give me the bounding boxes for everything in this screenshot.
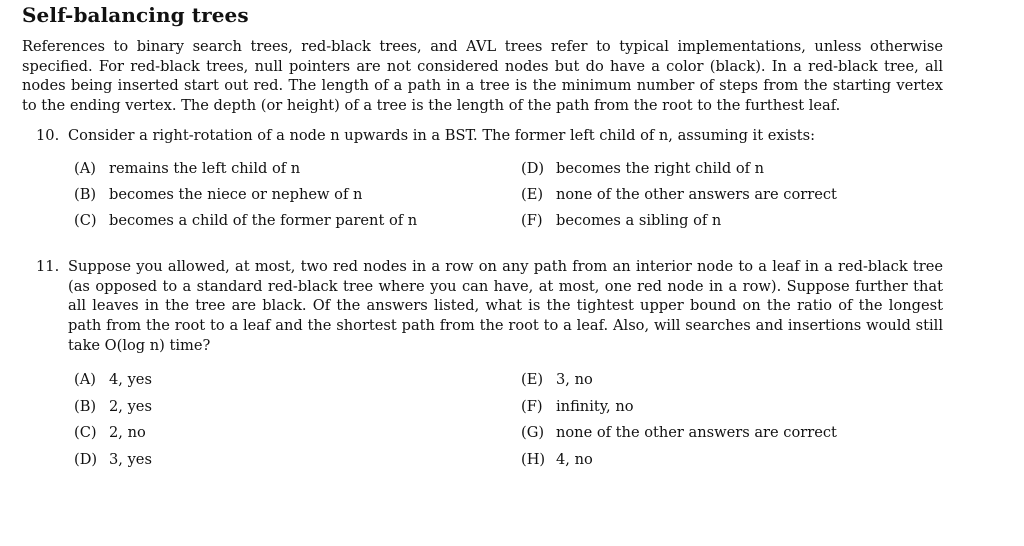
answer-text: remains the left child of n <box>109 160 301 177</box>
answer-text: 3, yes <box>109 451 152 468</box>
answer-letter: (H) <box>521 451 546 468</box>
answer-text: 2, yes <box>109 398 152 415</box>
section-title: Self-balancing trees <box>22 3 249 27</box>
answer-text: becomes a child of the former parent of n <box>109 212 418 229</box>
answer-letter: (A) <box>74 371 96 388</box>
question-number: 11. <box>36 258 60 275</box>
answer-text: becomes the right child of n <box>556 160 765 177</box>
answer-option[interactable] <box>521 185 837 205</box>
answer-option[interactable] <box>521 450 593 470</box>
question-text <box>22 257 943 356</box>
answer-letter: (E) <box>521 371 544 388</box>
answer-letter: (C) <box>74 424 97 441</box>
answer-letter: (D) <box>74 451 98 468</box>
answer-option[interactable] <box>521 159 764 179</box>
answer-option[interactable] <box>74 185 362 205</box>
answer-option[interactable] <box>74 423 146 443</box>
answer-text: becomes the niece or nephew of n <box>109 186 363 203</box>
answer-option[interactable] <box>74 370 152 390</box>
answer-text: none of the other answers are correct <box>556 186 837 203</box>
answer-text: infinity, no <box>556 398 634 415</box>
answer-text: none of the other answers are correct <box>556 424 837 441</box>
answer-letter: (G) <box>521 424 545 441</box>
section-intro: References to binary search trees, red-black trees, and AVL trees refer to typical implementations, unless otherwise specified. For red-black trees, null pointers are not considered nodes but do have a color (black). In a red-black tree, all nodes being inserted start out red. The length of a path in a tree is the minimum number of steps from the starting vertex to the ending vertex. The depth (or height) of a tree is the length of the path from the root to the furthest leaf. <box>22 38 943 115</box>
answer-option[interactable] <box>521 211 721 231</box>
answer-text: 4, no <box>556 451 593 468</box>
answer-option[interactable] <box>74 450 152 470</box>
answer-letter: (A) <box>74 160 96 177</box>
answer-letter: (D) <box>521 160 545 177</box>
answer-letter: (C) <box>74 212 97 229</box>
answer-letter: (E) <box>521 186 544 203</box>
answer-text: 3, no <box>556 371 593 388</box>
answer-text: 4, yes <box>109 371 152 388</box>
answer-option[interactable] <box>521 397 634 417</box>
question-number: 10. <box>36 127 60 144</box>
answer-option[interactable] <box>521 423 837 443</box>
answer-letter: (B) <box>74 398 97 415</box>
answer-option[interactable] <box>74 159 300 179</box>
question-body: Consider a right-rotation of a node n upwards in a BST. The former left child of n, assuming it exists: <box>68 127 816 144</box>
question-10 <box>22 126 943 146</box>
question-body: Suppose you allowed, at most, two red nodes in a row on any path from an interior node to a leaf in a red-black tree (as opposed to a standard red-black tree where you can have, at most, one red node in a row). Suppose further that all leaves in the tree are black. Of the answers listed, what is the tightest upper bound on the ratio of the longest path from the root to a leaf and the shortest path from the root to a leaf. Also, will searches and insertions would still take O(log n) time? <box>68 258 943 354</box>
answer-text: 2, no <box>109 424 146 441</box>
answer-option[interactable] <box>74 397 152 417</box>
answer-option[interactable] <box>74 211 417 231</box>
question-text <box>22 126 943 146</box>
question-11 <box>22 257 943 356</box>
answer-option[interactable] <box>521 370 593 390</box>
answer-letter: (B) <box>74 186 97 203</box>
answer-letter: (F) <box>521 398 543 415</box>
answer-text: becomes a sibling of n <box>556 212 722 229</box>
answer-letter: (F) <box>521 212 543 229</box>
